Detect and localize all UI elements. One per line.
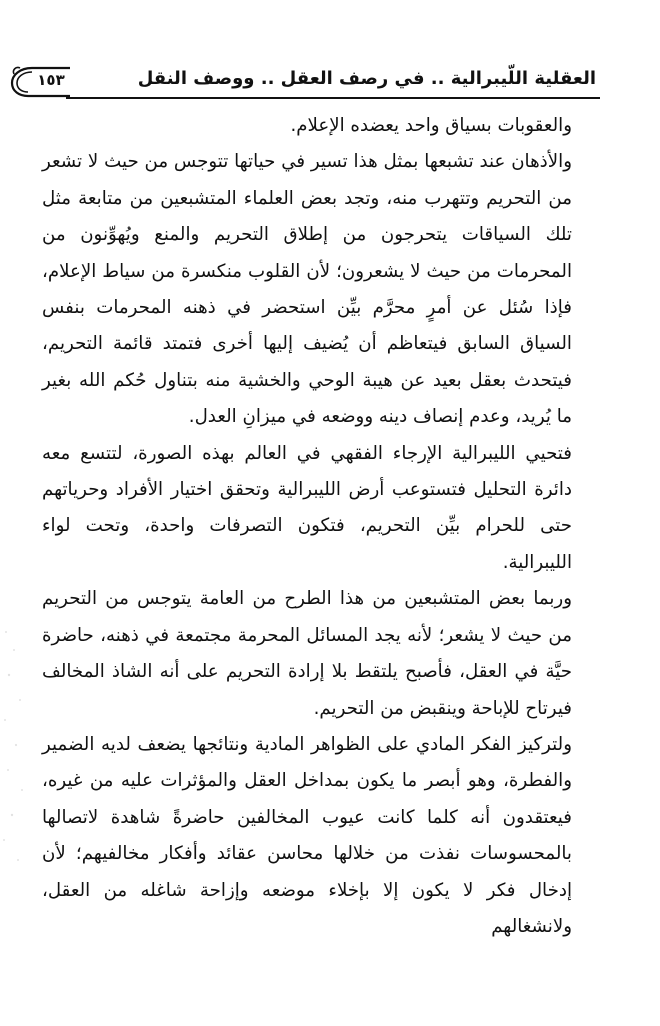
body-text [42,108,572,945]
paragraph: ولتركيز الفكر المادي على الظواهر المادية ونتائجها يضعف لديه الضمير والفطرة، وهو أبصر ما يكون بمداخل العقل والمؤثرات عليه من غيره، فيعتقدون أنه كلما كانت عيوب المخالفين حاضرةً شاهدة لاتصالها بالمحسوسات نفذت من خلالها محاسن عقائد وأفكار مخالفيهم؛ لأن إدخال فكر لا يكون إلا بإخلاء موضعه وإزاحة شاغله من العقل، ولانشغالهم [42,733,572,937]
running-title: العقلية اللّيبرالية .. في رصف العقل .. ووصف النقل [137,68,596,89]
paragraph: فتحيي الليبرالية الإرجاء الفقهي في العالم بهذه الصورة، لتتسع معه دائرة التحليل فتستوعب أرض الليبرالية وتحقق اختيار الأفراد وحرياتهم حتى للحرام بيِّن التحريم، فتكون التصرفات واحدة، وتحت لواء الليبرالية. [42,442,572,573]
header-rule [66,97,600,99]
paragraph: والعقوبات بسياق واحد يعضده الإعلام. [290,115,572,136]
page-number: ١٥٣ [37,71,65,89]
paragraph: وربما بعض المتشبعين من هذا الطرح من العامة يتوجس من التحريم من حيث لا يشعر؛ لأنه يجد المسائل المحرمة مجتمعة في ذهنه، حاضرة حيَّة في العقل، فأصبح يلتقط بلا إرادة التحريم على أنه الشاذ المخالف فيرتاح للإباحة وينقبض من التحريم. [42,588,572,719]
page-header [10,52,600,100]
page-number-badge [10,62,72,98]
margin-speckle [0,620,46,880]
paragraph: والأذهان عند تشبعها بمثل هذا تسير في حياتها تتوجس من حيث لا تشعر من التحريم وتتهرب منه، وتجد بعض العلماء المتشبعين من متابعة مثل تلك السياقات يتحرجون من إطلاق التحريم والمنع ويُهوِّنون من المحرمات من حيث لا يشعرون؛ لأن القلوب منكسرة من سياط الإعلام، فإذا سُئل عن أمرٍ محرَّم بيِّن استحضر في ذهنه المحرمات بنفس السياق السابق فيتعاظم أن يُضيف إليها أخرى فتمتد قائمة التحريم، فيتحدث بعقل بعيد عن هيبة الوحي والخشية منه بتناول حُكم الله بغير ما يُريد، وعدم إنصاف دينه ووضعه في ميزانِ العدل. [42,151,572,428]
